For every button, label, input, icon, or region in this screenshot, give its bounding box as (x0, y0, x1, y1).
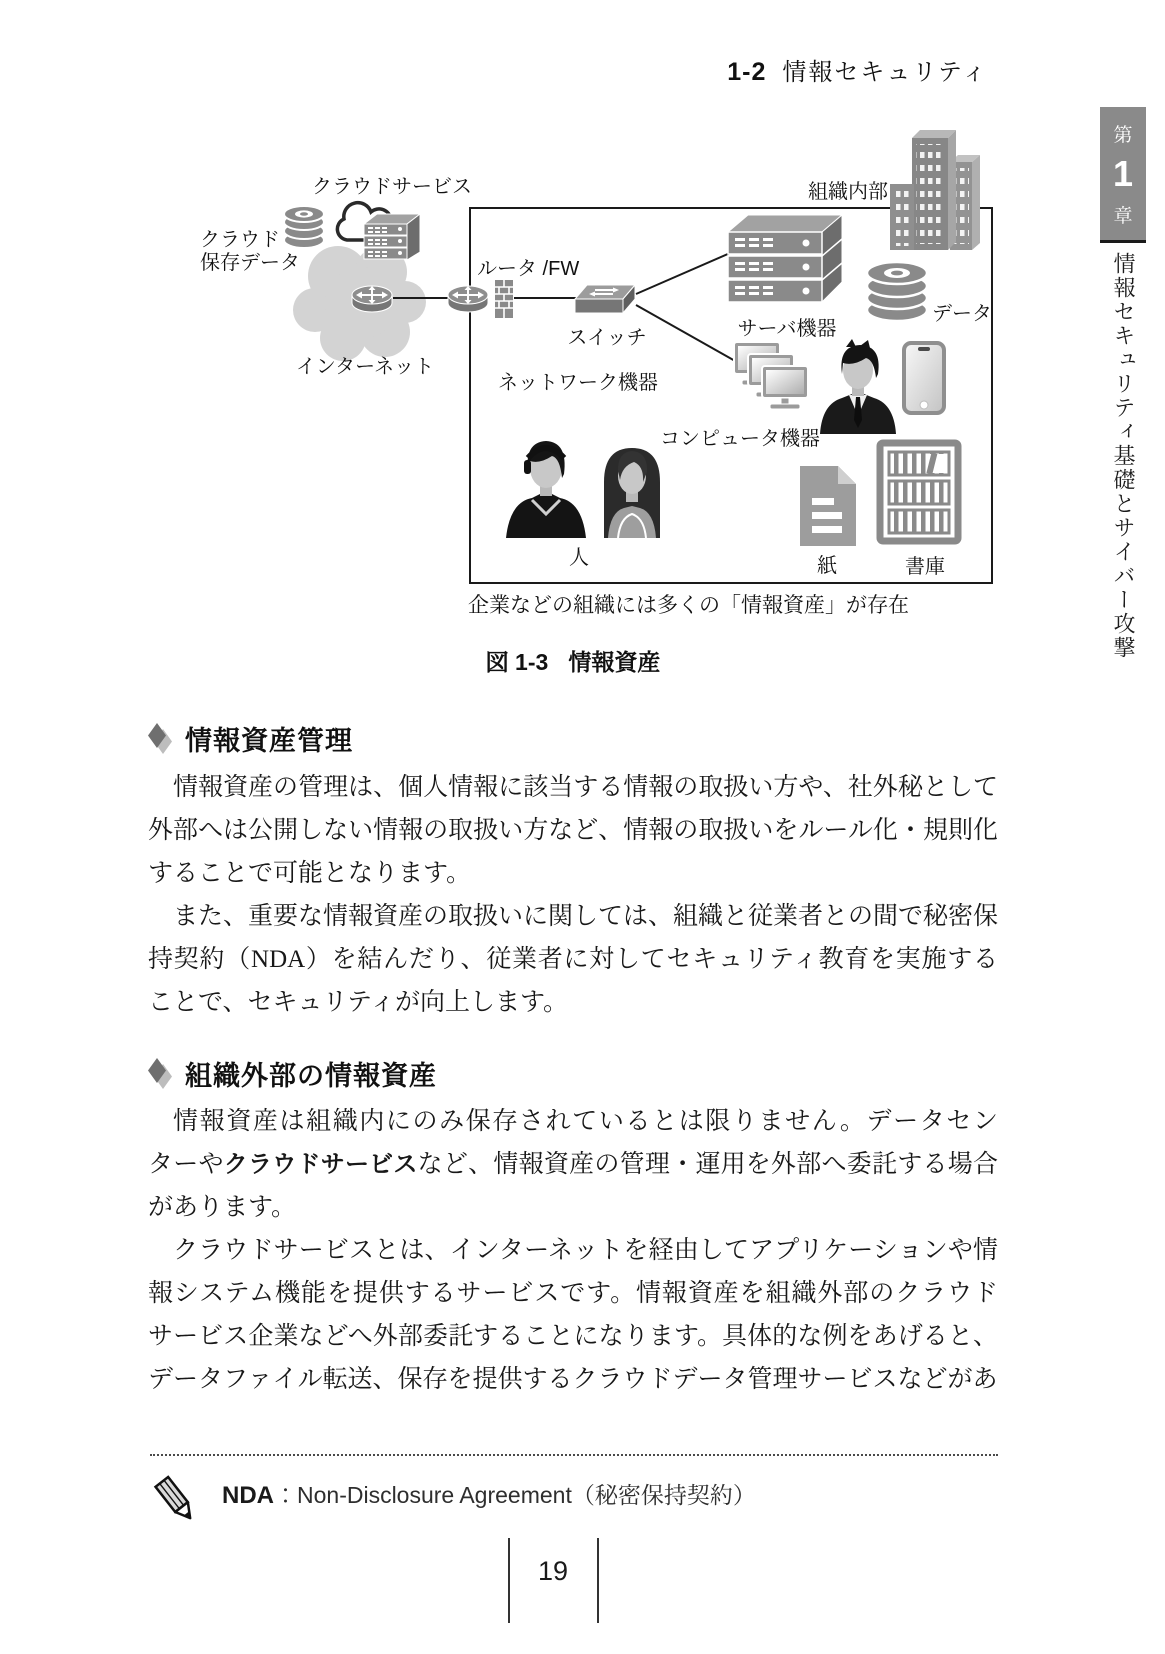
section-heading-1 (148, 719, 353, 758)
section-heading-1-text: 情報資産管理 (185, 726, 353, 756)
footnote-divider (150, 1454, 998, 1456)
smartphone-icon (901, 340, 947, 416)
diamond-icon (148, 1058, 172, 1089)
chapter-number: 1 (1112, 152, 1134, 194)
section-heading-2-text: 組織外部の情報資産 (185, 1061, 437, 1091)
computers-icon (733, 341, 813, 421)
small-server-icon (364, 214, 420, 260)
page-number: 19 (537, 1556, 569, 1586)
router-fw-router-icon (446, 282, 490, 316)
label-org-internal: 組織内部 (808, 181, 888, 203)
label-switch: スイッチ (567, 327, 647, 349)
person-man-icon (502, 430, 590, 538)
label-router-fw: ルータ /FW (477, 258, 580, 280)
chapter-prefix: 第 (1113, 124, 1133, 146)
figure-number: 図 1-3 (485, 649, 549, 675)
header-section-title: 情報セキュリティ (782, 59, 988, 86)
figure-caption: 企業などの組織には多くの「情報資産」が存在 (468, 594, 909, 617)
paragraph: また、重要な情報資産の取扱いに関しては、組織と従業者との間で秘密保持契約（NDA）を結んだり、従業者に対してセキュリティ教育を実施することで、セキュリティが向上します。 (148, 903, 999, 1016)
pencil-icon (150, 1472, 202, 1528)
header-section-number: 1-2 (727, 58, 767, 86)
paragraph: 情報資産の管理は、個人情報に該当する情報の取扱い方や、社外秘として外部へは公開しない情報の取扱い方など、情報の取扱いをルール化・規則化することで可能となります。 (148, 774, 998, 887)
businessman-icon (816, 338, 900, 434)
label-cloud-service: クラウドサービス (312, 176, 472, 198)
footnote-term: NDA (222, 1482, 274, 1509)
section-1-paragraphs (148, 766, 998, 1024)
label-people: 人 (569, 547, 589, 569)
figure-label (148, 644, 998, 677)
internet-router-icon (350, 282, 394, 316)
label-data: データ (932, 303, 992, 325)
label-cloud-storage: クラウド 保存データ (200, 229, 300, 274)
label-internet: インターネット (295, 356, 435, 378)
bold-term: クラウドサービス (223, 1151, 418, 1178)
paragraph: 情報資産は組織内にのみ保存されているとは限りません。データセンターやクラウドサービスなど、情報資産の管理・運用を外部へ委託する場合があります。 (148, 1108, 998, 1221)
section-heading-2 (148, 1054, 437, 1093)
label-server-devices: サーバ機器 (737, 318, 837, 340)
paper-icon (798, 464, 858, 548)
diamond-icon (148, 723, 172, 754)
footnote (222, 1477, 756, 1510)
chapter-vertical-title: 情報セキュリティ基礎とサイバー攻撃 (1111, 252, 1136, 660)
label-computer-devices: コンピュータ機器 (660, 428, 820, 450)
firewall-icon (494, 279, 514, 319)
server-rack-icon (726, 212, 844, 304)
person-woman-icon (594, 436, 670, 538)
footnote-definition: Non-Disclosure Agreement（秘密保持契約） (297, 1482, 756, 1508)
chapter-suffix: 章 (1113, 205, 1133, 227)
paragraph: クラウドサービスとは、インターネットを経由してアプリケーションや情報システム機能を提供するサービスです。情報資産を組織外部のクラウドサービス企業などへ外部委託することになります。具体的な例をあげると、データファイル転送、保存を提供するクラウドデータ管理サービスなどがあ (148, 1237, 998, 1393)
footnote-separator: ： (274, 1482, 297, 1508)
figure-title: 情報資産 (568, 649, 661, 675)
section-2-paragraphs (148, 1100, 998, 1401)
label-paper: 紙 (817, 555, 837, 577)
bookshelf-icon (876, 439, 962, 545)
data-database-icon (864, 256, 930, 324)
switch-icon (573, 283, 637, 317)
building-icon (888, 126, 980, 250)
cloud-service-icon (323, 190, 423, 264)
label-bookshelf: 書庫 (905, 556, 945, 578)
label-network-devices: ネットワーク機器 (498, 372, 658, 394)
